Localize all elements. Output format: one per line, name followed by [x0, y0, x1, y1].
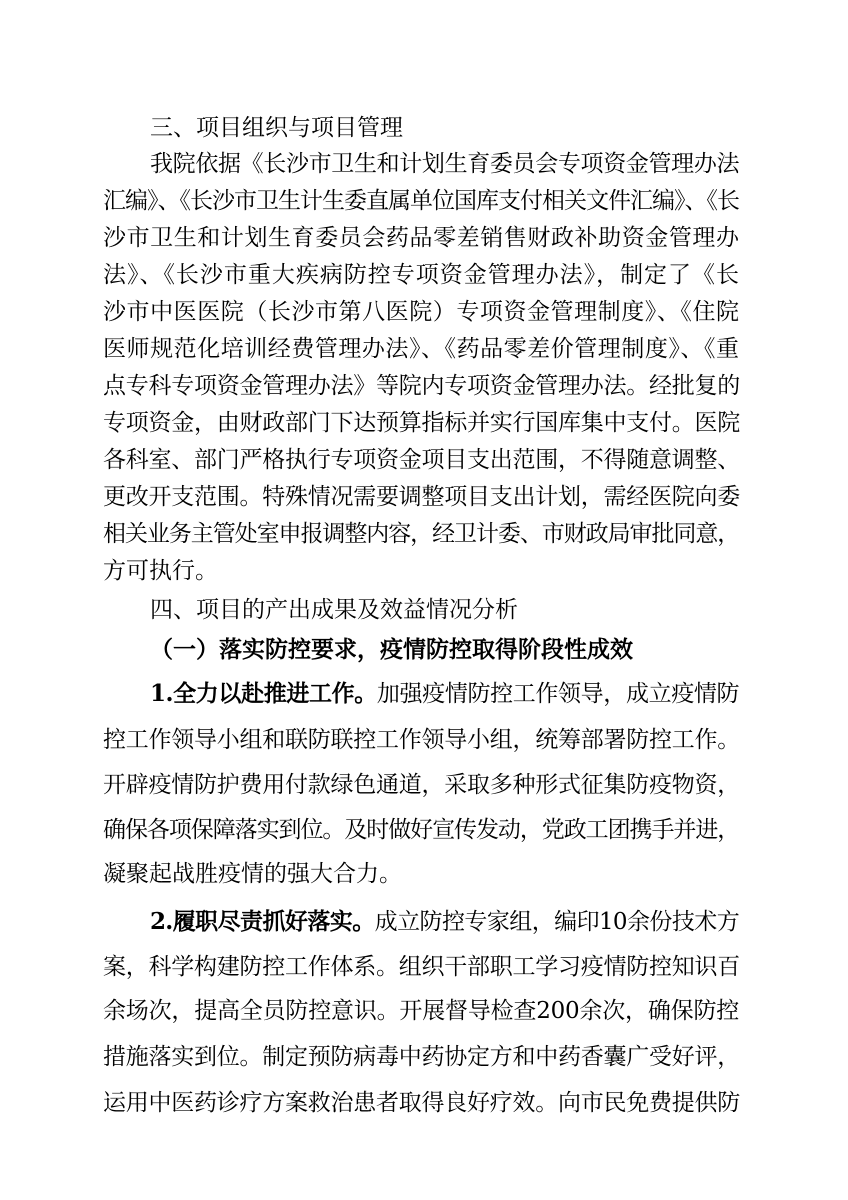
paragraph-line: 点专科专项资金管理办法》等院内专项资金管理办法。经批复的 — [103, 373, 740, 399]
paragraph-line: 相关业务主管处室申报调整内容，经卫计委、市财政局审批同意， — [103, 521, 739, 547]
paragraph-line: 运用中医药诊疗方案救治患者取得良好疗效。向市民免费提供防 — [103, 1090, 740, 1116]
paragraph-line: 沙市中医医院（长沙市第八医院）专项资金管理制度》、《住院 — [103, 299, 739, 325]
paragraph-line: 凝聚起战胜疫情的强大合力。 — [103, 861, 402, 887]
item-title: 2.履职尽责抓好落实。 — [150, 908, 375, 935]
paragraph-first-line — [150, 676, 739, 712]
paragraph-line: 汇编》、《长沙市卫生计生委直属单位国库支付相关文件汇编》、《长 — [103, 188, 739, 214]
paragraph-line: 措施落实到位。制定预防病毒中药协定方和中药香囊广受好评， — [103, 1044, 740, 1070]
paragraph-line: 法》、《长沙市重大疾病防控专项资金管理办法》，制定了《长 — [103, 262, 739, 288]
paragraph-line: 确保各项保障落实到位。及时做好宣传发动，党政工团携手并进， — [103, 817, 739, 843]
paragraph-line: 更改开支范围。特殊情况需要调整项目支出计划，需经医院向委 — [103, 484, 740, 510]
paragraph-line: 案，科学构建防控工作体系。组织干部职工学习疫情防控知识百 — [103, 954, 740, 980]
paragraph-line: 各科室、部门严格执行专项资金项目支出范围，不得随意调整、 — [103, 447, 740, 473]
paragraph-line: 医师规范化培训经费管理办法》、《药品零差价管理制度》、《重 — [103, 336, 739, 362]
paragraph-line: 方可执行。 — [103, 558, 218, 584]
item-text: 加强疫情防控工作领导，成立疫情防 — [376, 681, 739, 707]
paragraph-first-line — [150, 904, 739, 940]
paragraph-line: 专项资金，由财政部门下达预算指标并实行国库集中支付。医院 — [103, 410, 740, 436]
paragraph-line: 开辟疫情防护费用付款绿色通道，采取多种形式征集防疫物资， — [103, 772, 740, 798]
paragraph-line: 余场次，提高全员防控意识。开展督导检查200余次，确保防控 — [103, 998, 739, 1024]
section-heading-4: 四、项目的产出成果及效益情况分析 — [150, 597, 518, 623]
subsection-heading-1: （一）落实防控要求，疫情防控取得阶段性成效 — [150, 636, 633, 663]
paragraph-line: 我院依据《长沙市卫生和计划生育委员会专项资金管理办法 — [150, 151, 739, 177]
paragraph-line: 沙市卫生和计划生育委员会药品零差销售财政补助资金管理办 — [103, 225, 739, 251]
item-title: 1.全力以赴推进工作。 — [150, 680, 377, 707]
paragraph-line: 控工作领导小组和联防联控工作领导小组，统筹部署防控工作。 — [103, 727, 740, 753]
section-heading-3: 三、项目组织与项目管理 — [150, 115, 403, 141]
item-text: 成立防控专家组，编印10余份技术方 — [374, 909, 739, 935]
